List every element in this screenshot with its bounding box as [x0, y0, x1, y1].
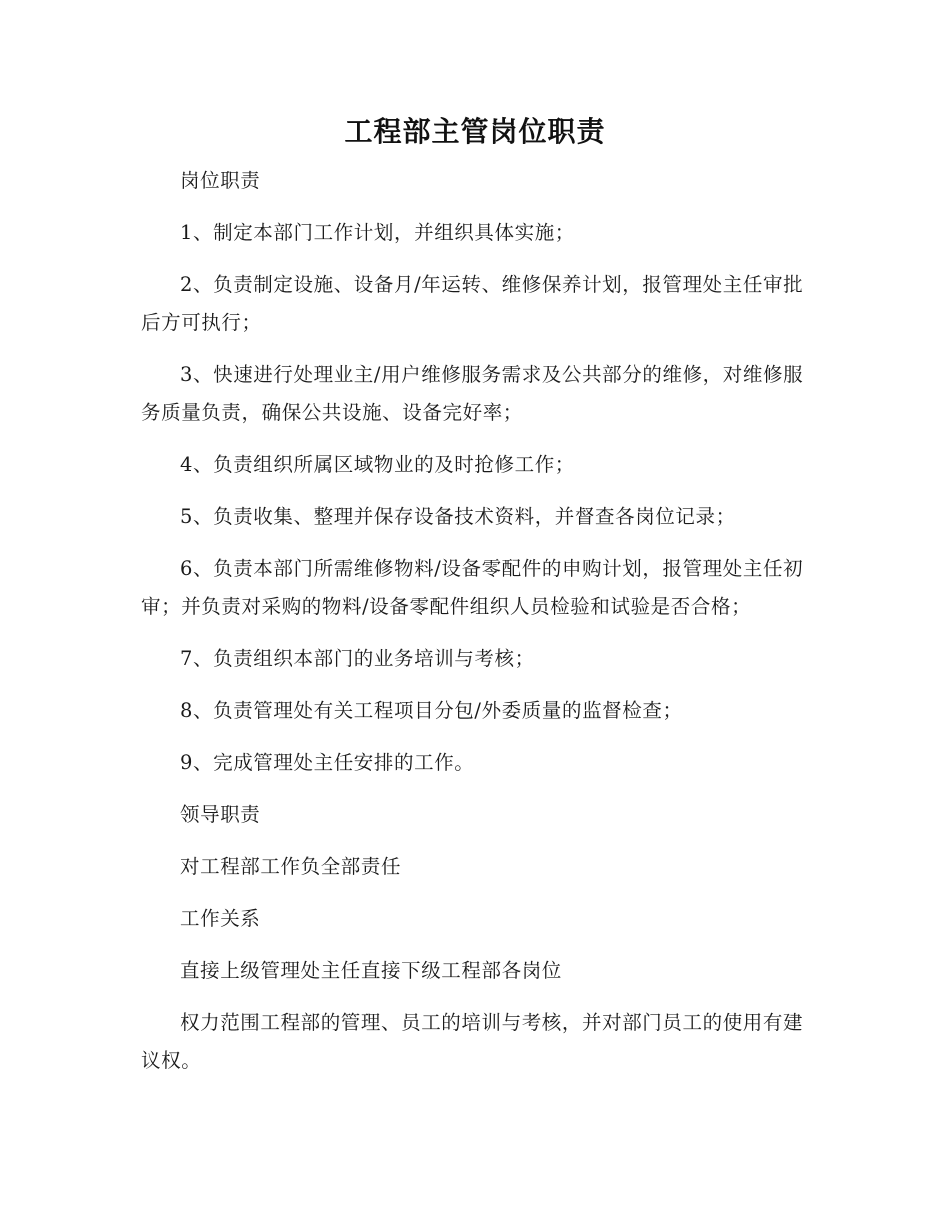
document-body: [141, 162, 806, 1094]
section-heading-leadership: 领导职责: [180, 803, 261, 826]
document-title: 工程部主管岗位职责: [344, 115, 606, 148]
duty-item-7: 7、负责组织本部门的业务培训与考核；: [180, 647, 535, 670]
duty-item-5: 5、负责收集、整理并保存设备技术资料，并督查各岗位记录；: [180, 505, 736, 528]
duty-item-1: 1、制定本部门工作计划，并组织具体实施；: [180, 221, 575, 244]
duty-item-2: 2、负责制定设施、设备月/年运转、维修保养计划，报管理处主任审批后方可执行；: [141, 273, 804, 334]
duty-item-3: 3、快速进行处理业主/用户维修服务需求及公共部分的维修，对维修服务质量负责，确保公共设施、设备完好率；: [141, 363, 804, 424]
section-heading-work-relations: 工作关系: [180, 907, 261, 930]
section-heading-job-duties: 岗位职责: [180, 169, 261, 192]
authority-scope-text: 权力范围工程部的管理、员工的培训与考核，并对部门员工的使用有建议权。: [141, 1011, 804, 1072]
duty-item-6: 6、负责本部门所需维修物料/设备零配件的申购计划，报管理处主任初审；并负责对采购的物料/设备零配件组织人员检验和试验是否合格；: [141, 557, 804, 618]
work-relations-text: 直接上级管理处主任直接下级工程部各岗位: [180, 959, 562, 982]
duty-item-8: 8、负责管理处有关工程项目分包/外委质量的监督检查；: [180, 699, 683, 722]
duty-item-9: 9、完成管理处主任安排的工作。: [180, 751, 475, 774]
duty-item-4: 4、负责组织所属区域物业的及时抢修工作；: [180, 453, 575, 476]
leadership-text: 对工程部工作负全部责任: [180, 855, 402, 878]
